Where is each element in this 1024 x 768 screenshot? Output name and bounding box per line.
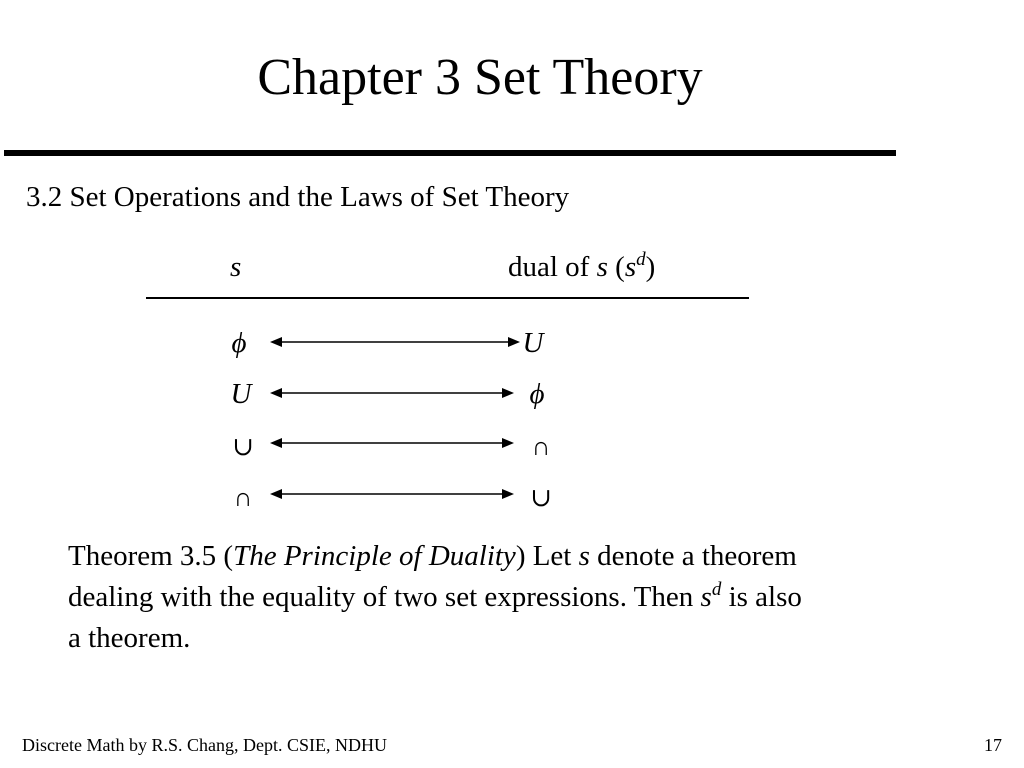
theorem-line-2-end: is also: [721, 581, 802, 613]
page-number: 17: [984, 735, 1002, 755]
dual-open: (: [607, 251, 625, 283]
theorem-rest-line-1: denote a theorem: [589, 540, 797, 572]
dual-s: s: [596, 251, 608, 283]
dual-sup: d: [636, 249, 646, 270]
title-divider: [4, 150, 896, 156]
column-header-dual: [508, 250, 655, 284]
row-1-left-symbol: ϕ: [231, 327, 247, 359]
theorem-after-name: ) Let: [515, 540, 579, 572]
table-header-rule: [146, 297, 749, 299]
double-arrow-row-1: [270, 337, 520, 347]
theorem-var-s: s: [578, 540, 590, 572]
double-arrow-row-2: [270, 388, 514, 398]
dual-prefix: dual of: [508, 251, 597, 283]
theorem-line-1: [68, 536, 948, 577]
duality-arrows: [268, 320, 522, 520]
theorem-line-3: a theorem.: [68, 622, 191, 654]
theorem-statement: [68, 536, 948, 659]
row-3-right-symbol: ∩: [531, 432, 551, 461]
row-2-right-symbol: ϕ: [529, 378, 545, 410]
row-2-left-symbol: U: [230, 378, 252, 410]
row-4-left-symbol: ∩: [233, 483, 253, 512]
column-header-s: s: [230, 251, 242, 283]
theorem-sd-base: s: [700, 581, 712, 613]
theorem-name: The Principle of Duality: [233, 540, 516, 572]
row-4-right-symbol: ∪: [530, 483, 552, 512]
slide-title: Chapter 3 Set Theory: [257, 49, 703, 106]
dual-base: s: [624, 251, 637, 283]
row-1-right-symbol: U: [522, 327, 544, 359]
theorem-sd-sup: d: [711, 579, 722, 600]
footer-credit: Discrete Math by R.S. Chang, Dept. CSIE, NDHU: [22, 735, 387, 755]
dual-close: ): [645, 251, 656, 283]
double-arrow-row-3: [270, 438, 514, 448]
theorem-label: Theorem 3.5 (: [68, 540, 234, 572]
double-arrow-row-4: [270, 489, 514, 499]
section-heading: 3.2 Set Operations and the Laws of Set Theory: [26, 181, 570, 213]
row-3-left-symbol: ∪: [232, 432, 254, 461]
theorem-line-2: [68, 577, 948, 618]
theorem-line-2-start: dealing with the equality of two set expressions. Then: [68, 581, 701, 613]
